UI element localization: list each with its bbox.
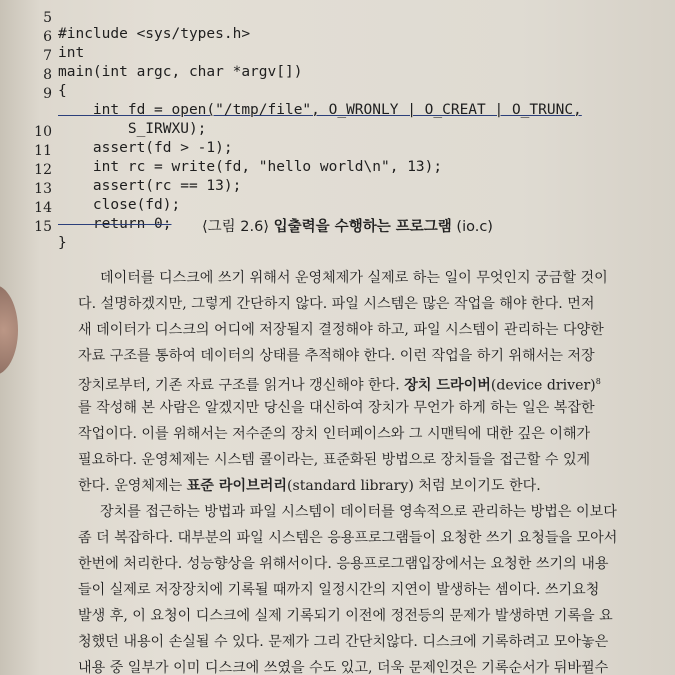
paragraph-line: 내용 중 일부가 이미 디스크에 쓰였을 수도 있고, 더욱 문제인것은 기록순서가 뒤바뀔수 [78,660,609,675]
code-text: } [58,235,67,251]
line-number: 9 [43,86,52,102]
paragraph-line: 한번에 처리한다. 성능향상을 위해서이다. 응용프로그램입장에서는 요청한 쓰기의 내용 [78,556,609,572]
paragraph-line: 발생 후, 이 요청이 디스크에 실제 기록되기 이전에 정전등의 문제가 발생하면 기록을 요 [78,608,613,624]
paragraph-line: 장치를 접근하는 방법과 파일 시스템이 데이터를 영속적으로 관리하는 방법은 이보다 [100,504,617,520]
code-line [0,0,251,42]
text-run: 처럼 보이기도 한다. [413,478,541,494]
text-run: 한다. 운영체제는 [78,478,187,494]
line-number: 7 [43,48,52,64]
caption-prefix: ⟨그림 2.6⟩ [202,219,269,235]
paragraph-line: 필요하다. 운영체제는 시스템 콜이라는, 표준화된 방법으로 장치들을 접근할 수 있게 [78,452,591,468]
term-standard-library-en: (standard library) [286,478,414,494]
caption-title: 입출력을 수행하는 프로그램 [273,219,452,235]
paragraph-line: 작업이다. 이를 위해서는 저수준의 장치 인터페이스와 그 시맨틱에 대한 깊은 이해가 [78,426,591,442]
code-text: #include <sys/types.h> [58,26,251,42]
paragraph-line [78,369,675,395]
paragraph-line: 다. 설명하겠지만, 그렇게 간단하지 않다. 파일 시스템은 많은 작업을 해야 한다. 먼저 [78,296,595,312]
term-device-driver-en: (device driver) [490,377,596,394]
paragraph-line [78,473,675,499]
paragraph-line: 를 작성해 본 사람은 알겠지만 당신을 대신하여 장치가 무언가 하게 하는 일은 복잡한 [78,400,595,416]
body-text [78,265,675,675]
line-number: 6 [43,29,52,45]
paragraph-line: 데이터를 디스크에 쓰기 위해서 운영체제가 실제로 하는 일이 무엇인지 궁금할 것이 [100,270,608,286]
code-line [0,13,85,61]
line-number: 12 [34,162,52,178]
code-text: main(int argc, char *argv[]) [58,64,303,80]
line-number: 5 [43,10,52,26]
figure-caption [202,215,493,236]
line-number: 15 [34,219,52,235]
line-number: 8 [43,67,52,83]
code-line [0,51,67,99]
line-number: 14 [34,200,52,216]
paragraph-line: 자료 구조를 통하여 데이터의 상태를 추적해야 한다. 이런 작업을 하기 위해서는 저장 [78,348,595,364]
line-number: 10 [34,124,52,140]
line-number: 11 [34,143,52,159]
code-text: int fd = open("/tmp/file", O_WRONLY | O_CREAT | O_TRUNC, [58,102,582,118]
line-number: 13 [34,181,52,197]
paragraph-line: 좀 더 복잡하다. 대부분의 파일 시스템은 응용프로그램들이 요청한 쓰기 요청들을 모아서 [78,530,618,546]
code-text: return 0; [58,216,172,232]
paragraph-line: 청했던 내용이 손실될 수 있다. 문제가 그리 간단치않다. 디스크에 기록하려고 모아놓은 [78,634,609,650]
caption-file: (io.c) [456,219,493,235]
code-line [0,203,67,251]
code-text: assert(rc == 13); [58,178,242,194]
code-text: assert(fd > -1); [58,140,233,156]
footnote-ref[interactable]: 8 [595,377,601,386]
paragraph-line: 들이 실제로 저장장치에 기록될 때까지 일정시간의 지연이 발생하는 셈이다. 쓰기요청 [78,582,600,598]
code-text: int rc = write(fd, "hello world\n", 13); [58,159,443,175]
term-standard-library-ko: 표준 라이브러리 [186,478,287,494]
code-text: { [58,83,67,99]
code-text: S_IRWXU); [58,121,207,137]
code-text: int [58,45,85,61]
term-device-driver-ko: 장치 드라이버 [404,377,491,394]
text-run: 장치로부터, 기존 자료 구조를 읽거나 갱신해야 한다. [78,377,405,394]
thumb-shadow [0,285,18,375]
code-text: close(fd); [58,197,181,213]
paragraph-line: 새 데이터가 디스크의 어디에 저장될지 결정해야 하고, 파일 시스템이 관리하는 다양한 [78,322,604,338]
